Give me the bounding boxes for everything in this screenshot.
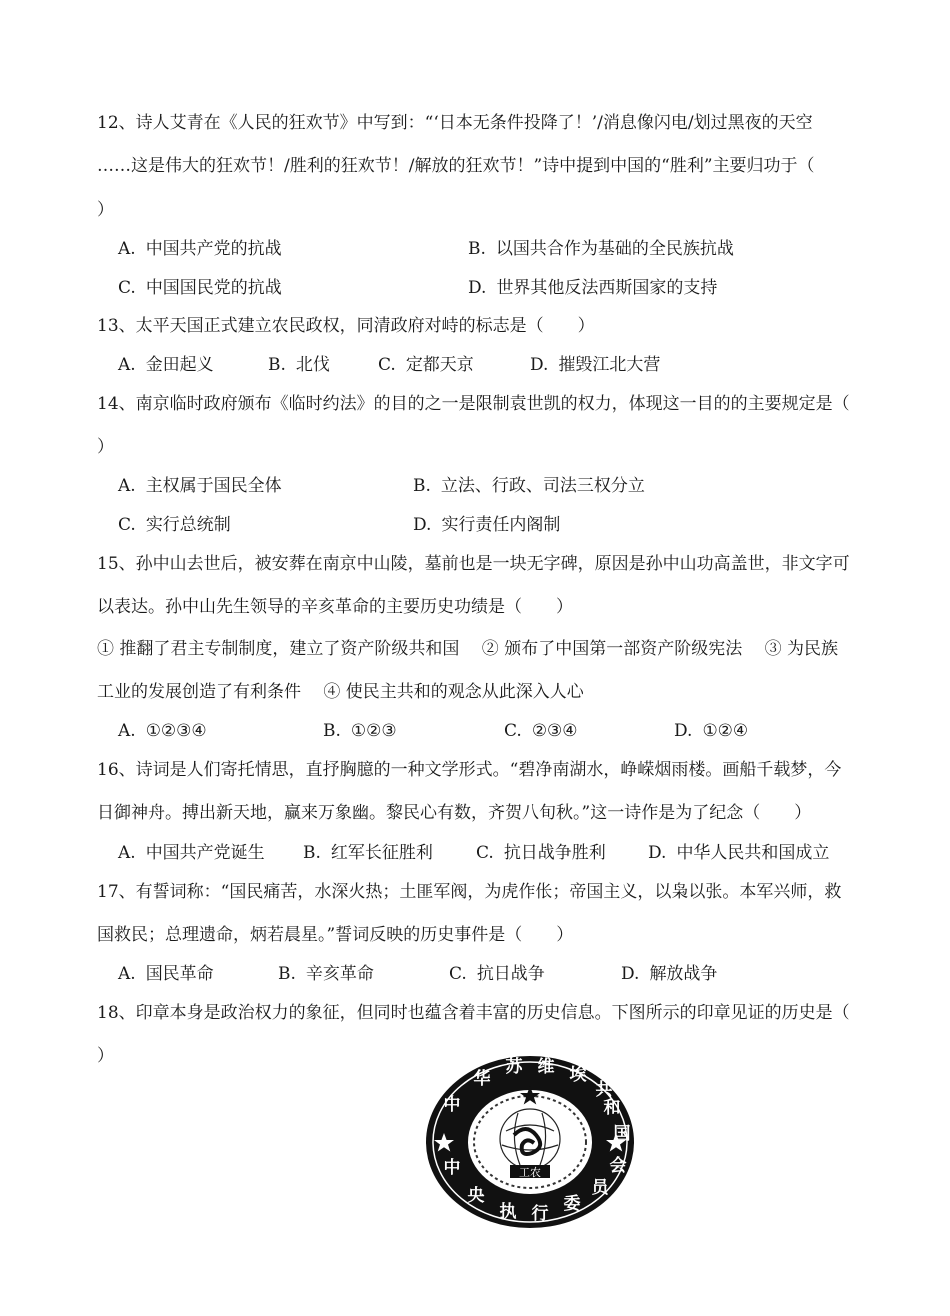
seal-char: 员 <box>591 1178 609 1198</box>
seal-char: 央 <box>467 1186 485 1206</box>
seal-char: 埃 <box>569 1065 587 1085</box>
option-text: 主权属于国民全体 <box>145 476 282 496</box>
q15-option-c <box>504 720 578 742</box>
q14-option-b <box>413 475 645 497</box>
option-key: D. <box>413 515 432 535</box>
q17-option-a <box>118 963 214 985</box>
option-text: 国民革命 <box>145 964 214 984</box>
option-text: 金田起义 <box>145 355 214 375</box>
seal-char: 行 <box>531 1204 549 1224</box>
q14-option-d <box>413 514 560 536</box>
q15-option-d <box>674 720 748 742</box>
option-key: C. <box>476 843 494 863</box>
q15-option-a <box>118 720 207 742</box>
option-key: C. <box>504 721 522 741</box>
option-key: D. <box>468 278 487 298</box>
option-text: 定都天京 <box>405 355 474 375</box>
option-key: B. <box>413 476 431 496</box>
seal-char: 国 <box>613 1124 631 1144</box>
option-key: A. <box>118 843 136 863</box>
option-key: D. <box>621 964 640 984</box>
option-text: 中国国民党的抗战 <box>145 278 282 298</box>
seal-char: 维 <box>537 1057 555 1077</box>
seal-char: 会 <box>609 1156 627 1176</box>
option-key: A. <box>118 476 136 496</box>
q17-line-2: 国救民；总理遗命，炳若晨星。”誓词反映的历史事件是（ ） <box>97 925 574 945</box>
q14-line-2: ） <box>97 437 114 457</box>
q15-line-3: ① 推翻了君主专制制度，建立了资产阶级共和国 ② 颁布了中国第一部资产阶级宪法 ③ 为民族 <box>97 639 839 659</box>
option-key: A. <box>118 239 136 259</box>
option-key: D. <box>674 721 693 741</box>
q13-option-c <box>378 354 474 376</box>
option-text: 中国共产党的抗战 <box>145 239 282 259</box>
q12-line-2: ……这是伟大的狂欢节！/胜利的狂欢节！/解放的狂欢节！”诗中提到中国的“胜利”主要归功于（ <box>97 156 815 176</box>
q12-line-3: ） <box>97 200 114 220</box>
option-text: ②③④ <box>531 721 578 741</box>
seal-svg <box>422 1053 638 1231</box>
q16-line-2: 日御神舟。搏出新天地，赢来万象幽。黎民心有数，齐贺八旬秋。”这一诗作是为了纪念（ ） <box>97 803 812 823</box>
option-key: D. <box>530 355 549 375</box>
q17-line-1: 17、有誓词称：“国民痛苦，水深火热；土匪军阀，为虎作伥；帝国主义，以枭以张。本军兴师，救 <box>97 882 842 902</box>
option-key: B. <box>303 843 321 863</box>
q18-line-2: ） <box>97 1046 114 1066</box>
option-key: A. <box>118 964 136 984</box>
option-text: 立法、行政、司法三权分立 <box>440 476 645 496</box>
q14-option-c <box>118 514 231 536</box>
q16-option-b <box>303 842 433 864</box>
q17-option-b <box>278 963 374 985</box>
q13-line-1: 13、太平天国正式建立农民政权，同清政府对峙的标志是（ ） <box>97 316 595 336</box>
q15-option-b <box>323 720 397 742</box>
q12-option-a <box>118 238 282 260</box>
seal-char: 中 <box>443 1158 461 1178</box>
seal-char: 委 <box>563 1194 581 1214</box>
seal-char: 苏 <box>505 1057 523 1077</box>
option-text: 抗日战争胜利 <box>503 843 606 863</box>
option-key: C. <box>378 355 396 375</box>
q16-option-c <box>476 842 606 864</box>
option-text: 抗日战争 <box>476 964 545 984</box>
q14-line-1: 14、南京临时政府颁布《临时约法》的目的之一是限制袁世凯的权力，体现这一目的的主要规定是（ <box>97 394 850 414</box>
option-key: D. <box>648 843 667 863</box>
option-text: 辛亥革命 <box>305 964 374 984</box>
option-key: C. <box>449 964 467 984</box>
option-key: C. <box>118 278 136 298</box>
q16-line-1: 16、诗词是人们寄托情思，直抒胸臆的一种文学形式。“碧净南湖水，峥嵘烟雨楼。画船千载梦，今 <box>97 760 842 780</box>
option-text: 中国共产党诞生 <box>145 843 265 863</box>
seal-char: 中 <box>443 1095 461 1115</box>
option-key: C. <box>118 515 136 535</box>
q12-line-1: 12、诗人艾青在《人民的狂欢节》中写到：“‘日本无条件投降了！’/消息像闪电/划过黑夜的天空 <box>97 113 813 133</box>
option-text: 实行总统制 <box>145 515 231 535</box>
option-key: B. <box>278 964 296 984</box>
seal-band-text: 工农 <box>519 1166 541 1179</box>
option-key: A. <box>118 355 136 375</box>
q12-option-d <box>468 277 717 299</box>
option-key: B. <box>268 355 286 375</box>
seal-char: 和 <box>603 1098 621 1118</box>
q16-option-d <box>648 842 829 864</box>
option-text: 世界其他反法西斯国家的支持 <box>496 278 718 298</box>
q17-option-d <box>621 963 717 985</box>
seal-char: 执 <box>499 1202 517 1222</box>
option-key: B. <box>323 721 341 741</box>
q17-option-c <box>449 963 545 985</box>
option-key: A. <box>118 721 136 741</box>
q14-option-a <box>118 475 282 497</box>
option-text: ①②③④ <box>145 721 207 741</box>
option-text: 中华人民共和国成立 <box>676 843 830 863</box>
option-text: 实行责任内阁制 <box>441 515 561 535</box>
q18-line-1: 18、印章本身是政治权力的象征，但同时也蕴含着丰富的历史信息。下图所示的印章见证的历史是（ <box>97 1003 850 1023</box>
option-text: ①②③ <box>350 721 397 741</box>
option-text: 红军长征胜利 <box>330 843 433 863</box>
option-text: 北伐 <box>295 355 330 375</box>
option-text: 以国共合作为基础的全民族抗战 <box>495 239 734 259</box>
q12-option-c <box>118 277 282 299</box>
option-text: 解放战争 <box>649 964 718 984</box>
option-text: ①②④ <box>702 721 749 741</box>
seal-char: 华 <box>473 1069 491 1089</box>
q13-option-d <box>530 354 660 376</box>
option-text: 摧毁江北大营 <box>558 355 661 375</box>
q15-line-4: 工业的发展创造了有利条件 ④ 使民主共和的观念从此深入人心 <box>97 682 584 702</box>
q16-option-a <box>118 842 265 864</box>
q12-option-b <box>468 238 734 260</box>
q15-line-2: 以表达。孙中山先生领导的辛亥革命的主要历史功绩是（ ） <box>97 597 573 617</box>
seal-image <box>422 1053 638 1231</box>
seal-char: 共 <box>595 1080 613 1100</box>
q13-option-b <box>268 354 330 376</box>
q13-option-a <box>118 354 214 376</box>
q15-line-1: 15、孙中山去世后，被安葬在南京中山陵，墓前也是一块无字碑，原因是孙中山功高盖世，非文字可 <box>97 554 850 574</box>
option-key: B. <box>468 239 486 259</box>
